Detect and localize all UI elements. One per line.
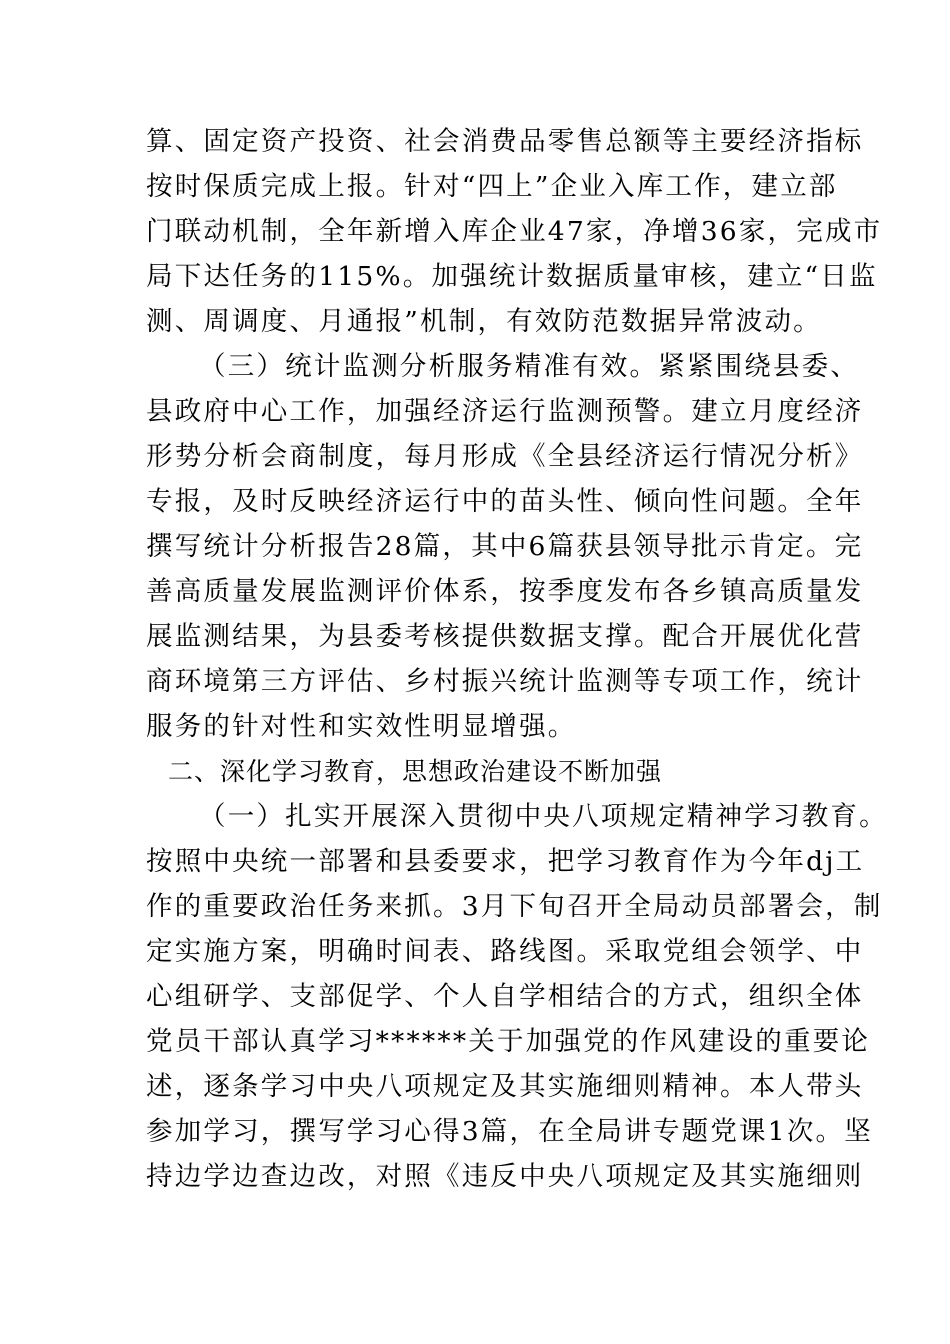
text-line: 持边学边查边改，对照《违反中央八项规定及其实施细则	[146, 1161, 864, 1192]
text-line: 县政府中心工作，加强经济运行监测预警。建立月度经济	[146, 396, 864, 427]
text-line: 党员干部认真学习******关于加强党的作风建设的重要论	[146, 1026, 871, 1057]
text-line: 门联动机制，全年新增入库企业47家，净增36家，完成市	[146, 216, 883, 247]
text-line: 算、固定资产投资、社会消费品零售总额等主要经济指标	[146, 126, 864, 157]
text-line: 展监测结果，为县委考核提供数据支撑。配合开展优化营	[146, 621, 864, 652]
text-line: 定实施方案，明确时间表、路线图。采取党组会领学、中	[146, 936, 864, 967]
subsection-title-1: （一）扎实开展深入贯彻中央八项规定精神学习教育。	[199, 801, 888, 832]
text-line: 服务的针对性和实效性明显增强。	[146, 711, 577, 742]
body-text	[146, 119, 888, 1199]
text-line: 局下达任务的115%。加强统计数据质量审核，建立“日监	[146, 261, 878, 292]
text-line: 作的重要政治任务来抓。3月下旬召开全局动员部署会，制	[146, 891, 883, 922]
text-line: 商环境第三方评估、乡村振兴统计监测等专项工作，统计	[146, 666, 864, 697]
text-line: 按照中央统一部署和县委要求，把学习教育作为今年dj工	[146, 846, 865, 877]
text-line: 形势分析会商制度，每月形成《全县经济运行情况分析》	[146, 441, 864, 472]
text-line: 撰写统计分析报告28篇，其中6篇获县领导批示肯定。完	[146, 531, 864, 562]
section-heading-2: 二、深化学习教育，思想政治建设不断加强	[168, 757, 663, 786]
text-line: 善高质量发展监测评价体系，按季度发布各乡镇高质量发	[146, 576, 864, 607]
text-line: 心组研学、支部促学、个人自学相结合的方式，组织全体	[146, 981, 864, 1012]
text-line: 述，逐条学习中央八项规定及其实施细则精神。本人带头	[146, 1071, 864, 1102]
text-line: 按时保质完成上报。针对“四上”企业入库工作，建立部	[146, 171, 838, 202]
text-line: 参加学习，撰写学习心得3篇，在全局讲专题党课1次。坚	[146, 1116, 873, 1147]
text-line: 专报，及时反映经济运行中的苗头性、倾向性问题。全年	[146, 486, 864, 517]
subsection-title-3: （三）统计监测分析服务精准有效。紧紧围绕县委、	[199, 351, 860, 382]
text-line: 测、周调度、月通报”机制，有效防范数据异常波动。	[146, 306, 822, 337]
